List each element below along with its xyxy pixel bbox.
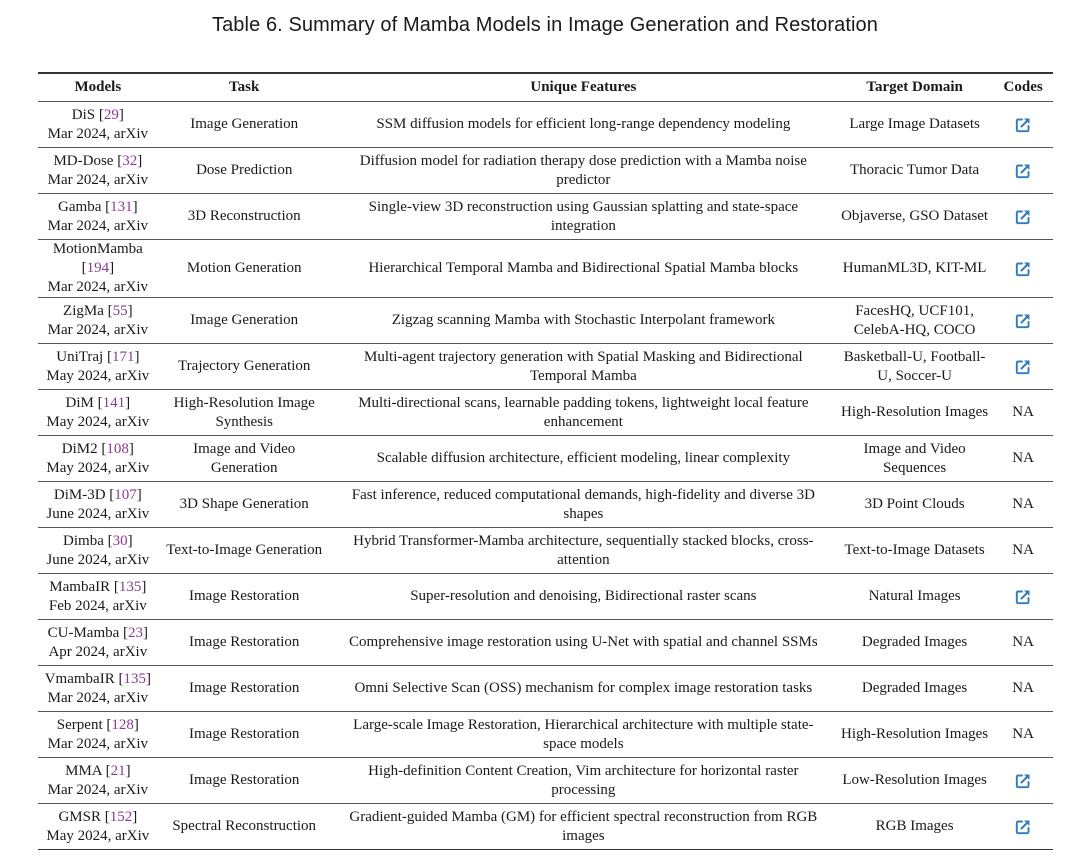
- task-cell: Motion Generation: [158, 240, 331, 298]
- domain-cell: Degraded Images: [836, 620, 993, 666]
- code-cell: [993, 194, 1053, 240]
- table-caption: Table 6. Summary of Mamba Models in Image Generation and Restoration: [211, 14, 879, 36]
- model-cell: DiS [29] Mar 2024, arXiv: [38, 102, 158, 148]
- model-cell: MMA [21] Mar 2024, arXiv: [38, 758, 158, 804]
- domain-cell: Thoracic Tumor Data: [836, 148, 993, 194]
- model-date: Mar 2024, arXiv: [47, 171, 149, 188]
- model-name: MotionMamba: [52, 241, 143, 257]
- citation-link[interactable]: 21: [110, 762, 126, 779]
- citation-link[interactable]: 29: [103, 106, 119, 123]
- model-date: Mar 2024, arXiv: [47, 321, 149, 338]
- citation-link[interactable]: 128: [111, 716, 134, 733]
- task-cell: Dose Prediction: [158, 148, 331, 194]
- model-cell: CU-Mamba [23] Apr 2024, arXiv: [38, 620, 158, 666]
- task-cell: 3D Reconstruction: [158, 194, 331, 240]
- model-name: VmambaIR: [44, 670, 115, 687]
- features-cell: Hierarchical Temporal Mamba and Bidirectional Spatial Mamba blocks: [331, 240, 836, 298]
- citation-link[interactable]: 32: [122, 152, 138, 169]
- model-date: June 2024, arXiv: [46, 551, 150, 568]
- features-cell: Diffusion model for radiation therapy dose prediction with a Mamba noise predictor: [331, 148, 836, 194]
- header-codes: Codes: [993, 73, 1053, 102]
- external-link-icon[interactable]: [1014, 818, 1032, 836]
- model-name: GMSR: [58, 808, 101, 825]
- model-name: CU-Mamba: [47, 624, 120, 641]
- citation-link[interactable]: 152: [109, 808, 133, 825]
- code-na-label: NA: [1012, 634, 1034, 650]
- header-features: Unique Features: [331, 73, 836, 102]
- model-date: Mar 2024, arXiv: [47, 781, 149, 798]
- code-na-label: NA: [1012, 680, 1034, 696]
- domain-cell: Image and Video Sequences: [836, 436, 993, 482]
- model-name: Serpent: [56, 716, 103, 733]
- model-date: Mar 2024, arXiv: [47, 279, 149, 295]
- citation-link[interactable]: 108: [106, 440, 129, 457]
- domain-cell: Basketball-U, Football-U, Soccer-U: [836, 344, 993, 390]
- task-cell: Image and Video Generation: [158, 436, 331, 482]
- model-date: Feb 2024, arXiv: [48, 597, 147, 614]
- features-cell: Multi-agent trajectory generation with Spatial Masking and Bidirectional Temporal Mamba: [331, 344, 836, 390]
- table-row: [38, 758, 1053, 804]
- model-name: Dimba: [63, 532, 104, 549]
- task-cell: Trajectory Generation: [158, 344, 331, 390]
- task-cell: Image Restoration: [158, 666, 331, 712]
- model-name: MD-Dose: [53, 152, 114, 169]
- code-na-label: NA: [1012, 542, 1034, 558]
- external-link-icon[interactable]: [1014, 162, 1032, 180]
- features-cell: Zigzag scanning Mamba with Stochastic Interpolant framework: [331, 298, 836, 344]
- code-cell: [993, 712, 1053, 758]
- task-cell: Image Restoration: [158, 712, 331, 758]
- features-cell: Omni Selective Scan (OSS) mechanism for complex image restoration tasks: [331, 666, 836, 712]
- model-name: MMA: [65, 762, 102, 779]
- model-date: June 2024, arXiv: [46, 505, 150, 522]
- model-cell: DiM [141] May 2024, arXiv: [38, 390, 158, 436]
- task-cell: Image Generation: [158, 298, 331, 344]
- task-cell: 3D Shape Generation: [158, 482, 331, 528]
- domain-cell: High-Resolution Images: [836, 712, 993, 758]
- code-cell: [993, 758, 1053, 804]
- table-row: [38, 148, 1053, 194]
- citation-link[interactable]: 141: [102, 394, 126, 411]
- table-row: [38, 666, 1053, 712]
- code-cell: [993, 436, 1053, 482]
- task-cell: Spectral Reconstruction: [158, 804, 331, 850]
- model-cell: DiM-3D [107] June 2024, arXiv: [38, 482, 158, 528]
- domain-cell: Text-to-Image Datasets: [836, 528, 993, 574]
- external-link-icon[interactable]: [1014, 772, 1032, 790]
- model-cell: UniTraj [171] May 2024, arXiv: [38, 344, 158, 390]
- citation-link[interactable]: 135: [123, 670, 146, 687]
- task-cell: Image Restoration: [158, 574, 331, 620]
- features-cell: Large-scale Image Restoration, Hierarchical architecture with multiple state-space models: [331, 712, 836, 758]
- code-cell: [993, 344, 1053, 390]
- external-link-icon[interactable]: [1014, 208, 1032, 226]
- header-row: [38, 73, 1053, 102]
- citation-link[interactable]: 107: [114, 486, 137, 503]
- model-cell: DiM2 [108] May 2024, arXiv: [38, 436, 158, 482]
- model-name: MambaIR: [49, 578, 111, 595]
- table-row: [38, 344, 1053, 390]
- domain-cell: Objaverse, GSO Dataset: [836, 194, 993, 240]
- domain-cell: FacesHQ, UCF101, CelebA-HQ, COCO: [836, 298, 993, 344]
- header-models: Models: [38, 73, 158, 102]
- domain-cell: Natural Images: [836, 574, 993, 620]
- model-cell: MambaIR [135] Feb 2024, arXiv: [38, 574, 158, 620]
- code-cell: [993, 390, 1053, 436]
- code-cell: [993, 620, 1053, 666]
- citation-link[interactable]: 23: [128, 624, 144, 641]
- code-cell: [993, 804, 1053, 850]
- model-name: ZigMa: [63, 302, 104, 319]
- model-date: Mar 2024, arXiv: [47, 125, 149, 142]
- features-cell: Gradient-guided Mamba (GM) for efficient spectral reconstruction from RGB images: [331, 804, 836, 850]
- model-date: May 2024, arXiv: [46, 413, 150, 430]
- code-cell: [993, 102, 1053, 148]
- code-cell: [993, 528, 1053, 574]
- code-cell: [993, 482, 1053, 528]
- table-row: [38, 240, 1053, 298]
- task-cell: Image Restoration: [158, 758, 331, 804]
- model-date: Mar 2024, arXiv: [47, 217, 149, 234]
- code-na-label: NA: [1012, 450, 1034, 466]
- features-cell: Scalable diffusion architecture, efficient modeling, linear complexity: [331, 436, 836, 482]
- model-name: DiM: [65, 394, 94, 411]
- task-cell: Image Restoration: [158, 620, 331, 666]
- table-row: [38, 436, 1053, 482]
- table-row: [38, 482, 1053, 528]
- external-link-icon[interactable]: [1014, 260, 1032, 278]
- table-row: [38, 298, 1053, 344]
- code-na-label: NA: [1012, 726, 1034, 742]
- table-body: [38, 102, 1053, 850]
- model-name: DiS: [71, 106, 96, 123]
- model-date: Mar 2024, arXiv: [47, 689, 149, 706]
- code-cell: [993, 298, 1053, 344]
- code-na-label: NA: [1012, 404, 1034, 420]
- external-link-icon[interactable]: [1014, 116, 1032, 134]
- features-cell: Super-resolution and denoising, Bidirectional raster scans: [331, 574, 836, 620]
- model-date: Apr 2024, arXiv: [48, 643, 148, 660]
- citation-link[interactable]: 30: [112, 532, 128, 549]
- citation-link[interactable]: 171: [111, 348, 135, 365]
- model-date: May 2024, arXiv: [46, 367, 150, 384]
- features-cell: Fast inference, reduced computational demands, high-fidelity and diverse 3D shapes: [331, 482, 836, 528]
- domain-cell: High-Resolution Images: [836, 390, 993, 436]
- model-cell: MD-Dose [32] Mar 2024, arXiv: [38, 148, 158, 194]
- task-cell: Image Generation: [158, 102, 331, 148]
- header-domain: Target Domain: [836, 73, 993, 102]
- features-cell: Multi-directional scans, learnable padding tokens, lightweight local feature enhancement: [331, 390, 836, 436]
- features-cell: SSM diffusion models for efficient long-range dependency modeling: [331, 102, 836, 148]
- features-cell: Hybrid Transformer-Mamba architecture, sequentially stacked blocks, cross-attention: [331, 528, 836, 574]
- domain-cell: 3D Point Clouds: [836, 482, 993, 528]
- table-row: [38, 574, 1053, 620]
- citation-link[interactable]: 55: [112, 302, 128, 319]
- model-cell: Gamba [131] Mar 2024, arXiv: [38, 194, 158, 240]
- citation-link[interactable]: 135: [118, 578, 142, 595]
- table-row: [38, 620, 1053, 666]
- code-cell: [993, 666, 1053, 712]
- domain-cell: Degraded Images: [836, 666, 993, 712]
- code-cell: [993, 574, 1053, 620]
- model-cell: Serpent [128] Mar 2024, arXiv: [38, 712, 158, 758]
- code-cell: [993, 240, 1053, 298]
- table-row: [38, 804, 1053, 850]
- domain-cell: RGB Images: [836, 804, 993, 850]
- table-row: [38, 390, 1053, 436]
- features-cell: Comprehensive image restoration using U-Net with spatial and channel SSMs: [331, 620, 836, 666]
- model-cell: ZigMa [55] Mar 2024, arXiv: [38, 298, 158, 344]
- domain-cell: HumanML3D, KIT-ML: [836, 240, 993, 298]
- model-name: DiM2: [61, 440, 98, 457]
- model-name: UniTraj: [56, 348, 104, 365]
- model-cell: Dimba [30] June 2024, arXiv: [38, 528, 158, 574]
- code-cell: [993, 148, 1053, 194]
- features-cell: Single-view 3D reconstruction using Gaussian splatting and state-space integration: [331, 194, 836, 240]
- model-cell: VmambaIR [135] Mar 2024, arXiv: [38, 666, 158, 712]
- domain-cell: Large Image Datasets: [836, 102, 993, 148]
- citation-link[interactable]: 131: [110, 198, 133, 215]
- model-name: DiM-3D: [53, 486, 106, 503]
- external-link-icon[interactable]: [1014, 588, 1032, 606]
- model-date: May 2024, arXiv: [46, 459, 150, 476]
- header-task: Task: [158, 73, 331, 102]
- model-date: May 2024, arXiv: [46, 827, 150, 844]
- external-link-icon[interactable]: [1014, 358, 1032, 376]
- table-row: [38, 528, 1053, 574]
- table-row: [38, 194, 1053, 240]
- features-cell: High-definition Content Creation, Vim architecture for horizontal raster processing: [331, 758, 836, 804]
- model-cell: MotionMamba [194] Mar 2024, arXiv: [38, 240, 158, 298]
- summary-table: [38, 72, 1053, 850]
- task-cell: Text-to-Image Generation: [158, 528, 331, 574]
- task-cell: High-Resolution Image Synthesis: [158, 390, 331, 436]
- model-date: Mar 2024, arXiv: [47, 735, 149, 752]
- domain-cell: Low-Resolution Images: [836, 758, 993, 804]
- model-name: Gamba: [58, 198, 102, 215]
- external-link-icon[interactable]: [1014, 312, 1032, 330]
- citation-link[interactable]: 194: [86, 260, 110, 276]
- code-na-label: NA: [1012, 496, 1034, 512]
- table-row: [38, 712, 1053, 758]
- model-cell: GMSR [152] May 2024, arXiv: [38, 804, 158, 850]
- table-row: [38, 102, 1053, 148]
